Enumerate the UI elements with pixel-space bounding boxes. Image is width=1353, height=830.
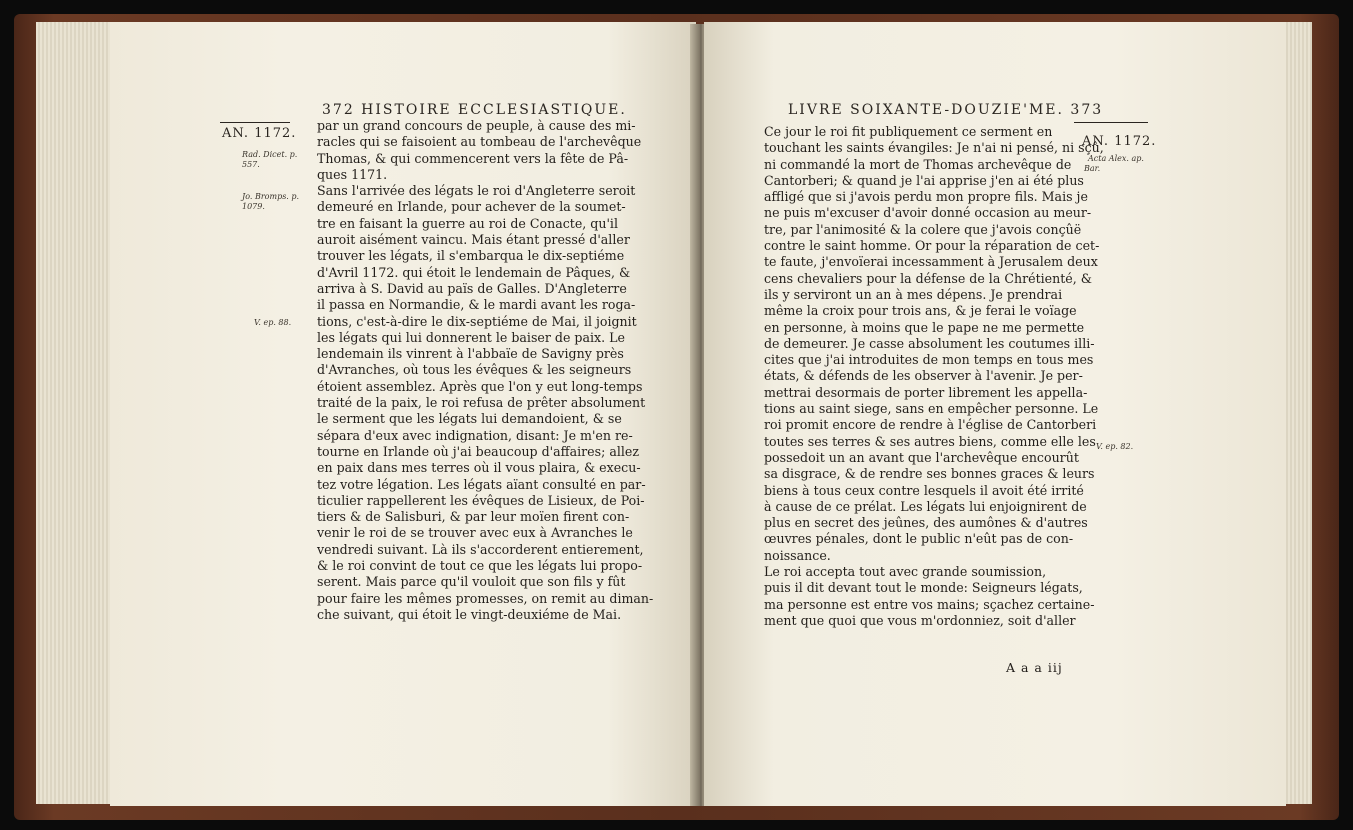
text-line: les légats qui lui donnerent le baiser de paix. Le [317,329,625,345]
text-line: touchant les saints évangiles: Je n'ai ni pensé, ni sçû, [764,140,1104,156]
text-line: Thomas, & qui commencerent vers la fête de Pâ- [317,150,629,166]
text-line: tions, c'est-à-dire le dix-septiéme de Mai, il joignit [317,313,637,329]
text-line: toutes ses terres & ses autres biens, comme elle les [764,433,1096,449]
text-line: cites que j'ai introduites de mon temps en tous mes [764,352,1094,368]
year-marker-right: AN. 1172. [1082,134,1157,149]
text-line: même la croix pour trois ans, & je ferai le voïage [764,303,1077,319]
left-page [110,22,696,806]
text-line: tions au saint siege, sans en empêcher personne. Le [764,401,1099,417]
text-line: états, & défends de les observer à l'avenir. Je per- [764,368,1083,384]
text-line: racles qui se faisoient au tombeau de l'archevêque [317,134,642,150]
text-line: noissance. [764,547,831,563]
text-line: pour faire les mêmes promesses, on remit au diman- [317,590,654,606]
margin-note: Bar. [1084,164,1101,173]
text-line: biens à tous ceux contre lesquels il avoit été irrité [764,482,1084,498]
text-line: d'Avril 1172. qui étoit le lendemain de Pâques, & [317,264,631,280]
text-line: de demeurer. Je casse absolument les coutumes illi- [764,335,1095,351]
text-line: par un grand concours de peuple, à cause des mi- [317,118,636,133]
text-line: tre, par l'animosité & la colere que j'avois conçûë [764,221,1082,237]
text-line: sa disgrace, & de rendre ses bonnes graces & leurs [764,466,1095,482]
text-line: Cantorberi; & quand je l'ai apprise j'en ai été plus [764,172,1084,188]
text-line: demeuré en Irlande, pour achever de la soumet- [317,199,626,215]
text-line: tez votre légation. Les légats aïant consulté en par- [317,476,646,492]
margin-note: Rad. Dicet. p. [242,150,298,159]
text-line: Sans l'arrivée des légats le roi d'Angleterre seroit [317,183,636,199]
margin-note: Acta Alex. ap. [1088,154,1144,163]
text-line: te faute, j'envoïerai incessamment à Jerusalem deux [764,254,1098,270]
margin-rule-left [220,122,290,123]
text-line: tiers & de Salisburi, & par leur moïen firent con- [317,509,630,525]
year-marker-left: AN. 1172. [222,126,297,141]
text-line: Le roi accepta tout avec grande soumission, [764,564,1047,580]
text-line: mettrai desormais de porter librement les appella- [764,384,1088,400]
margin-note: V. ep. 82. [1096,442,1134,451]
margin-note: Jo. Bromps. p. [242,192,300,201]
signature-mark: A a a iij [1006,660,1063,675]
margin-note: 1079. [242,202,265,211]
text-line: & le roi convint de tout ce que les légats lui propo- [317,558,643,574]
running-header-left: 372 HISTOIRE ECCLESIASTIQUE. [322,102,627,118]
margin-note: 557. [242,160,260,169]
text-line: arriva à S. David au païs de Galles. D'Angleterre [317,280,627,296]
text-line: possedoit un an avant que l'archevêque encourût [764,449,1079,465]
margin-rule-right [1074,122,1148,123]
left-page-text [317,118,687,623]
text-line: contre le saint homme. Or pour la réparation de cet- [764,238,1100,254]
text-line: sépara d'eux avec indignation, disant: Je m'en re- [317,427,633,443]
text-line: tourne en Irlande où j'ai beaucoup d'affaires; allez [317,443,639,459]
text-line: puis il dit devant tout le monde: Seigneurs légats, [764,580,1083,596]
text-line: d'Avranches, où tous les évêques & les seigneurs [317,362,632,378]
right-page [704,22,1286,806]
text-line: ni commandé la mort de Thomas archevêque de [764,156,1072,172]
text-line: étoient assemblez. Après que l'on y eut long-temps [317,378,643,394]
text-line: venir le roi de se trouver avec eux à Avranches le [317,525,633,541]
text-line: vendredi suivant. Là ils s'accorderent entierement, [317,541,644,557]
text-line: lendemain ils vinrent à l'abbaïe de Savigny près [317,346,624,362]
text-line: Ce jour le roi fit publiquement ce serment en [764,124,1053,139]
text-line: traité de la paix, le roi refusa de prêter absolument [317,395,646,411]
text-line: œuvres pénales, dont le public n'eût pas de con- [764,531,1074,547]
text-line: en paix dans mes terres où il vous plaira, & execu- [317,460,641,476]
text-line: ticulier rappellerent les évêques de Lisieux, de Poi- [317,492,645,508]
text-line: affligé que si j'avois perdu mon propre fils. Mais je [764,189,1088,205]
left-page-edges [36,22,116,804]
text-line: à cause de ce prélat. Les légats lui enjoignirent de [764,498,1087,514]
text-line: roi promit encore de rendre à l'église de Cantorberi [764,417,1097,433]
text-line: trouver les légats, il s'embarqua le dix-septiéme [317,248,625,264]
text-line: plus en secret des jeûnes, des aumônes & d'autres [764,515,1088,531]
running-header-right: LIVRE SOIXANTE-DOUZIE'ME. 373 [788,102,1104,118]
text-line: ma personne est entre vos mains; sçachez certaine- [764,596,1095,612]
text-line: en personne, à moins que le pape ne me permette [764,319,1085,335]
text-line: cens chevaliers pour la défense de la Chrétienté, & [764,270,1092,286]
text-line: che suivant, qui étoit le vingt-deuxiéme de Mai. [317,606,622,622]
text-line: ne puis m'excuser d'avoir donné occasion au meur- [764,205,1092,221]
text-line: serent. Mais parce qu'il vouloit que son fils y fût [317,574,626,590]
text-line: ils y serviront un an à mes dépens. Je prendrai [764,286,1063,302]
text-line: le serment que les légats lui demandoient, & se [317,411,622,427]
text-line: auroit aisément vaincu. Mais étant pressé d'aller [317,232,630,248]
text-line: ment que quoi que vous m'ordonniez, soit d'aller [764,612,1076,628]
text-line: il passa en Normandie, & le mardi avant les roga- [317,297,636,313]
margin-note: V. ep. 88. [254,318,292,327]
text-line: tre en faisant la guerre au roi de Conacte, qu'il [317,215,618,231]
text-line: ques 1171. [317,166,388,182]
